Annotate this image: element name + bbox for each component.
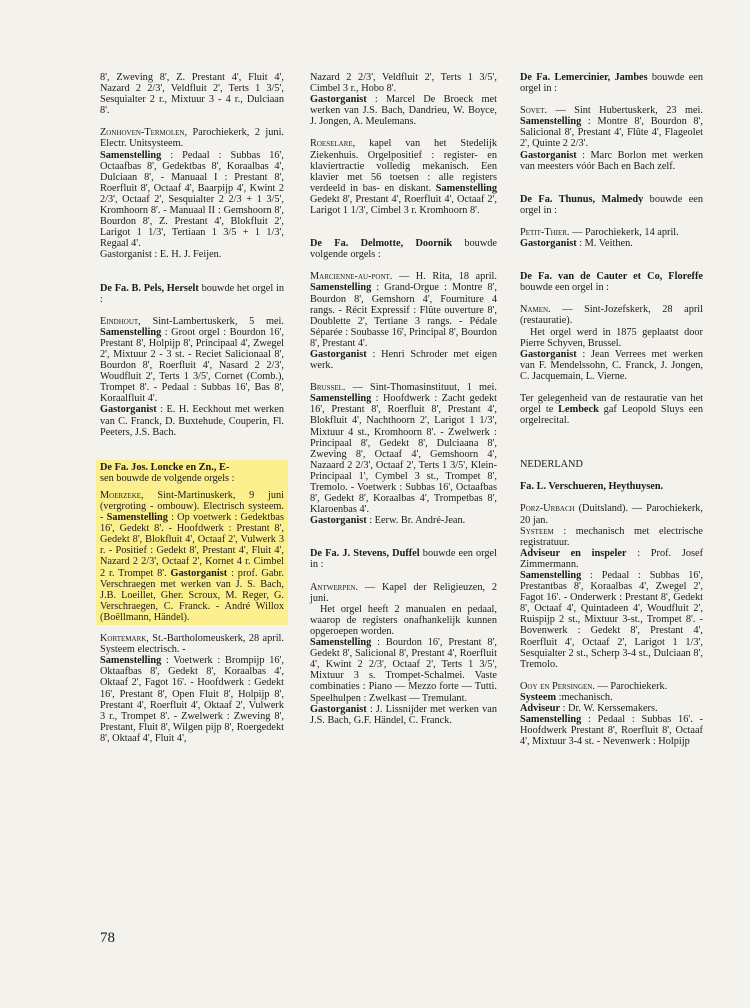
builder-heading-loncke: De Fa. Jos. Loncke en Zn., E- sen bouwde de volgende orgels :	[100, 461, 235, 484]
place-name: Marcienne-au-pont.	[310, 271, 393, 283]
organ-entry-moerzeke: Moerzeke, Sint-Martinuskerk, 9 juni (vergroting - ombouw). Electrisch systeem. - Samenstelling : Op voetwerk : Gedektbas 16', Gedekt 8'. - Hoofdwerk : Prestant 8', Gedekt 8', Blokfluit 4', Octaaf 2', Vulwerk 3 r. - Positief : Gedekt 8', Prestant 4', Fluit 4', Nazard 2 2/3', Octaaf 2', Kornet 4 r. Cimbel 2 r. Trompet 8'. Gastorganist : prof. Gabr. Verschraegen met werken van J. S. Bach, J.B. Loeillet, Gher. Scroux, M. Reger, G. Verschraegen, C. Franck. - André Willox (Boëllmann, Händel).	[100, 489, 285, 623]
place-name: Sovet.	[520, 105, 547, 117]
restoration-note: Ter gelegenheid van de restauratie van het orgel te Lembeck gaf Leopold Sluys een orgelrecital.	[520, 392, 703, 427]
place-name: Moerzeke,	[100, 489, 144, 501]
label: Samenstelling	[100, 149, 162, 161]
organ-entry-petit-thier: Petit-Thier. — Parochiekerk, 14 april. Gastorganist : M. Veithen.	[520, 226, 679, 250]
organ-entry-roeselare: Roeselare, kapel van het Stedelijk Ziekenhuis. Orgelpositief : register- en klaviertractie volledig mekanisch. Een klavier met 56 toetsen : alle registers verdeeld in bas- en diskant. Samenstelling Gedekt 8', Prestant 4', Roerfluit 4', Octaaf 2', Larigot 1 1/3', Cimbel 3 r. Kromhoorn 8'.	[310, 138, 497, 217]
column-middle	[310, 72, 497, 726]
place-name: Eindhout,	[100, 315, 141, 327]
organ-entry-marcienne: Marcienne-au-pont. — H. Rita, 18 april. Samenstelling : Grand-Orgue : Montre 8', Bourdon 8', Gemshorn 4', Fourniture 4 rangs. - Récit Expressif : Flûte ouverture 8', Doublette 2', Tertiane 3 rangs. - Pédale Séparée : Soubasse 16', Principal 8', Bourdon 8', Prestant 4'. Gastorganist : Henri Schroder met eigen werk.	[310, 271, 497, 372]
organ-entry-antwerpen: Antwerpen. — Kapel der Religieuzen, 2 juni. Het orgel heeft 2 manualen en pedaal, waarop de registers onafhankelijk kunnen opgeroepen worden. Samenstelling : Bourdon 16', Prestant 8', Gedekt 8', Salicional 8', Prestant 4', Roerfluit 4', Kwint 2 2/3', Octaaf 2', Terts 1 3/5', Mixtuur 3 s. Trompet-Schalmei. Vaste combinaties : Piano — Mezzo forte — Tutti. Speelhulpen : Zwelkast — Tremulant. Gastorganist : J. Lissnijder met werken van J.S. Bach, G.F. Händel, C. Franck.	[310, 581, 497, 726]
text-block: 8', Zweving 8', Z. Prestant 4', Fluit 4', Nazard 2 2/3', Veldfluit 2', Terts 1 3/5', Sesquialter 2 r., Mixtuur 3 - 4 r., Dulciaan 8'.	[100, 72, 284, 117]
column-left	[100, 72, 284, 744]
builder-heading-verschueren: Fa. L. Verschueren, Heythuysen.	[520, 481, 664, 493]
place-name: Petit-Thier.	[520, 226, 570, 238]
organ-entry-zonhoven: Zonhoven-Termolen, Parochiekerk, 2 juni. Electr. Unitsysteem. Samenstelling : Pedaal : Subbas 16', Octaafbas 8', Gedektbas 8', Koraalbas 4', Dulciaan 8', - Manuaal I : Prestant 8', Roerfluit 8', Octaaf 4', Baarpijp 4', Kwint 2 2/3', Octaaf 2', Sesquialter 2 2/3 + 1 3/5', Kromhoorn 8'. - Manuaal II : Gemshoorn 8', Bourdon 8', Z. Prestant 4', Blokfluit 2', Larigot 1 1/3', Tertiaan 1 3/5 + 1 1/3', Regaal 4'. Gastorganist : E. H. J. Feijen.	[100, 127, 284, 261]
organ-entry-kortemark: Kortemark, St.-Bartholomeuskerk, 28 april. Systeem electrisch. - Samenstelling : Voetwerk : Brompijp 16', Oktaafbas 8', Gedekt 8', Koraalbas 4', Oktaaf 2', Fagot 16'. - Hoofdwerk : Gedekt 16', Prestant 8', Open Fluit 8', Holpijp 8', Prestant 4', Roerfluit 4', Oktaaf 2', Vulwerk 3 r., Trompet 8'. - Zwelwerk : Zweving 8', Prestant, Fluit 8', Wilgen pijp 8', Roergedekt 8', Oktaaf 4', Fluit 4',	[100, 633, 284, 744]
text-block: Nazard 2 2/3', Veldfluit 2', Terts 1 3/5', Cimbel 3 r., Hobo 8'. Gastorganist : Marcel De Broeck met werken van J.S. Bach, Dandrieu, W. Boyce, J. Jongen, A. Meulemans.	[310, 72, 497, 128]
builder-heading-delmotte: De Fa. Delmotte, Doornik bouwde volgende orgels :	[310, 238, 497, 261]
place-name: Roeselare,	[310, 138, 356, 150]
column-right	[520, 72, 703, 747]
organ-entry-eindhout: Eindhout, Sint-Lambertuskerk, 5 mei. Samenstelling : Groot orgel : Bourdon 16', Prestant 8', Holpijp 8', Principaal 4', Zwegel 2', Mixtuur 2 - 3 st. - Reciet Salicionaal 8', Bourdon 8', Roerfluit 4', Nasard 2 2/3', Woudfluit 2', Terts 1 3/5', Cornet (Comb.), Trompet 8'. - Pedaal : Subbas 16', Bas 8', Koraalfluit 4'. Gastorganist : E. H. Eeckhout met werken van C. Franck, D. Buxtehude, Couperin, Fl. Peeters, J.S. Bach.	[100, 315, 284, 438]
highlighted-section	[96, 460, 288, 625]
place-name: Zonhoven-Termolen,	[100, 127, 188, 139]
place-name: Brussel.	[310, 382, 346, 394]
organ-entry-ooy: Ooy en Persingen. — Parochiekerk. Systeem :mechanisch. Adviseur : Dr. W. Kerssemakers. Samenstelling : Pedaal : Subbas 16'. - Hoofdwerk Prestant 8', Roerfluit 8', Octaaf 4', Mixtuur 3-4 st. - Nevenwerk : Holpijp	[520, 680, 703, 748]
place-name: Antwerpen.	[310, 581, 359, 593]
place-name: Ooy en Persingen.	[520, 680, 595, 692]
builder-heading-van-de-cauter: De Fa. van de Cauter et Co, Floreffe bouwde een orgel in :	[520, 271, 703, 294]
builder-heading-pels: De Fa. B. Pels, Herselt bouwde het orgel in :	[100, 282, 284, 305]
page-number: 78	[100, 930, 115, 946]
section-heading-nederland: NEDERLAND	[520, 459, 583, 471]
place-name: Namen.	[520, 304, 551, 316]
builder-heading-lemercinier: De Fa. Lemercinier, Jambes bouwde een orgel in :	[520, 72, 703, 95]
organ-entry-namen: Namen. — Sint-Jozefskerk, 28 april (restauratie). Het orgel werd in 1875 geplaatst door Pierre Schyven, Brussel. Gastorganist : Jean Verrees met werken van F. Mendelssohn, C. Franck, J. Jongen, C. Jacquemain, L. Vierne.	[520, 304, 703, 382]
organ-entry-sovet: Sovet. — Sint Hubertuskerk, 23 mei. Samenstelling : Montre 8', Bourdon 8', Salicional 8', Prestant 4', Flûte 4', Flageolet 2', Quinte 2 2/3'. Gastorganist : Marc Borlon met werken van meesters vóór Bach en Bach zelf.	[520, 105, 703, 172]
organ-entry-brussel: Brussel. — Sint-Thomasinstituut, 1 mei. Samenstelling : Hoofdwerk : Zacht gedekt 16', Prestant 8', Roerfluit 8', Prestant 4', Blokfluit 4', Nachthoorn 2', Larigot 1 1/3', Mixtuur 4 st., Kromhoorn 8'. - Zwelwerk : Principaal 8', Gedekt 8', Dulciaana 8', Zweving 8', Octaaf 4', Gemshoorn 4', Nazaard 2 2/3', Octaaf 2', Terts 1 3/5', Klein-Principaal 1', Cymbel 3 st., Trompet 8', Tremolo. - Voetwerk : Subbas 16', Octaafbas 8', Gedekt 8', Koraalbas 4', Trompetbas 8', Klaroenbas 4'. Gastorganist : Eerw. Br. André-Jean.	[310, 382, 497, 527]
place-name: Porz-Urbach	[520, 503, 575, 515]
organ-entry-porz-urbach: Porz-Urbach (Duitsland). — Parochiekerk, 20 jan. Systeem : mechanisch met electrische registratuur. Adviseur en inspeler : Prof. Josef Zimmermann. Samenstelling : Pedaal : Subbas 16', Prestantbas 8', Koraalbas 4', Zwegel 2', Fagot 16'. - Onderwerk : Prestant 8', Gedekt 8', Octaaf 4', Quintadeen 4', Woudfluit 2', Ruispijp 2 st., Mixtuur 3-st., Trompet 8'. - Bovenwerk : Gedekt 8', Prestant 4', Roerfluit 4', Octaaf 2', Larigot 1 1/3', Sesquialter 2 st., Scherp 3-4 st., Dulciaan 8', Tremolo.	[520, 503, 703, 670]
place-name: Kortemark,	[100, 633, 149, 645]
builder-heading-thunus: De Fa. Thunus, Malmedy bouwde een orgel in :	[520, 193, 703, 216]
builder-heading-stevens: De Fa. J. Stevens, Duffel bouwde een orgel in :	[310, 548, 497, 571]
